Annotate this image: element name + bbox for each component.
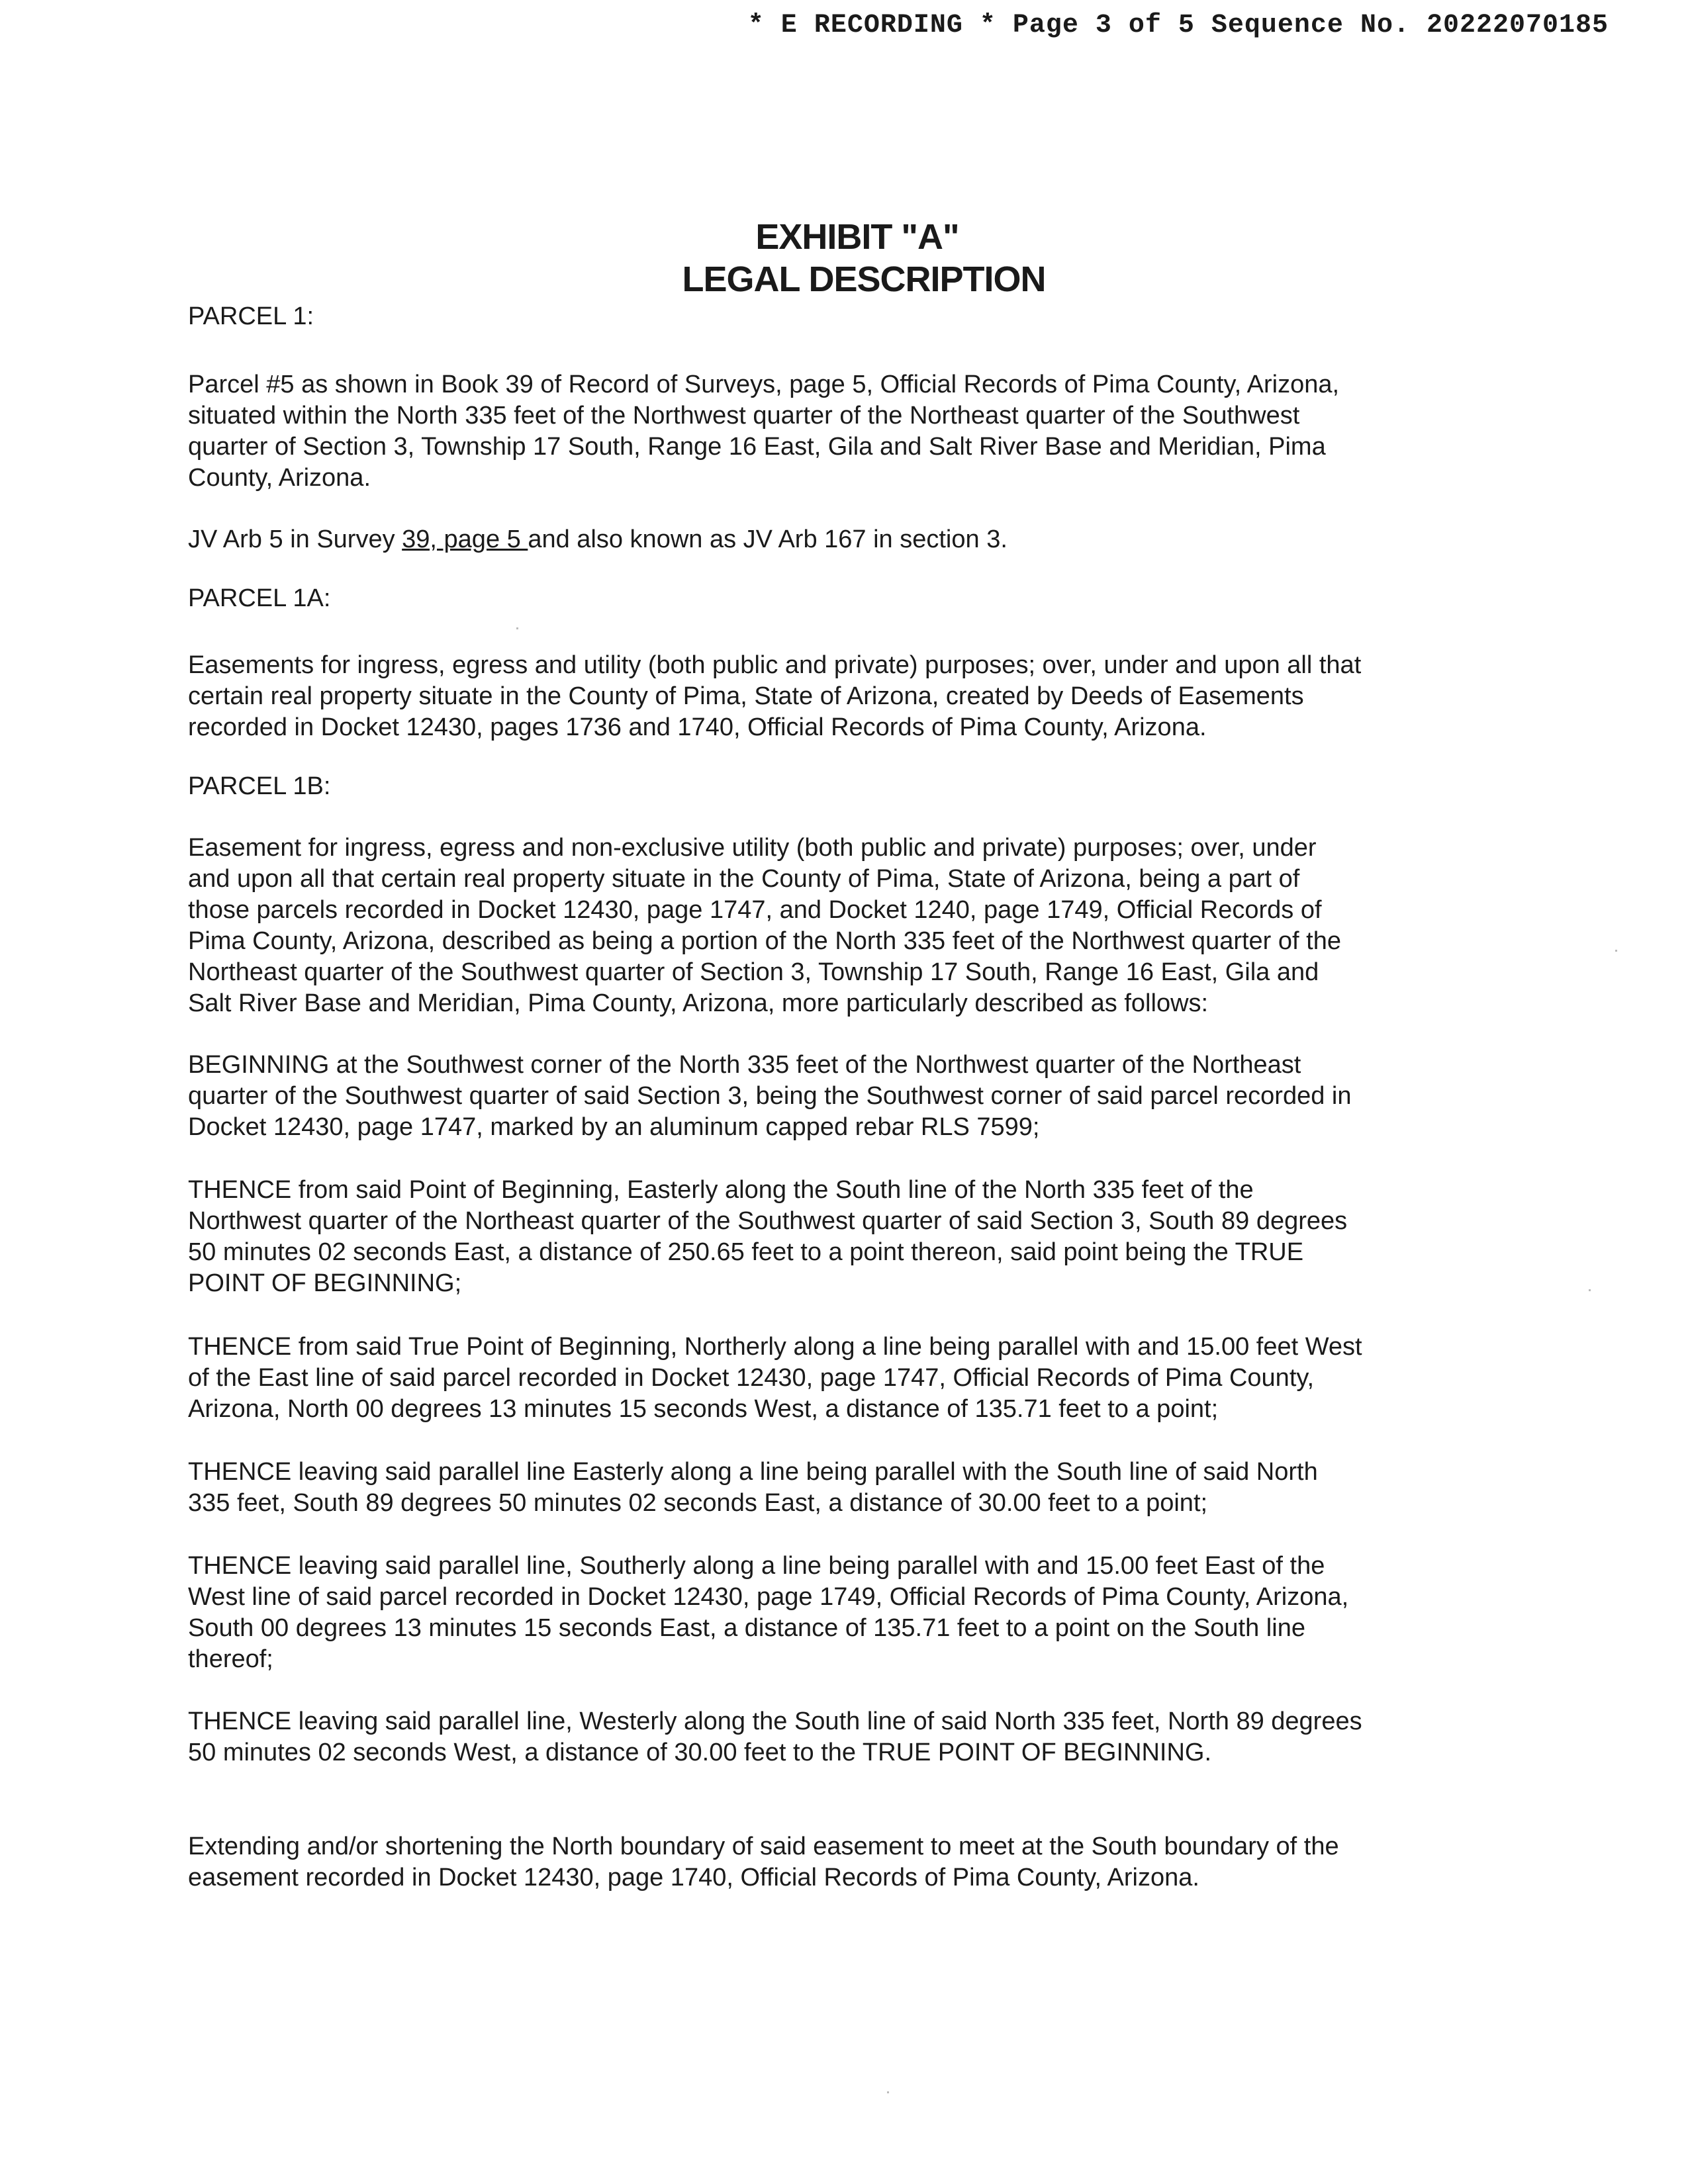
text-line: Northwest quarter of the Northeast quarter of the Southwest quarter of said Section 3, South 89 degrees xyxy=(188,1207,1348,1235)
text-line: 335 feet, South 89 degrees 50 minutes 02 seconds East, a distance of 30.00 feet to a point; xyxy=(188,1489,1208,1517)
text-line: thereof; xyxy=(188,1645,273,1673)
text-line: recorded in Docket 12430, pages 1736 and 1740, Official Records of Pima County, Arizona. xyxy=(188,713,1207,741)
text-line: Arizona, North 00 degrees 13 minutes 15 seconds West, a distance of 135.71 feet to a point; xyxy=(188,1395,1219,1423)
text-line: BEGINNING at the Southwest corner of the North 335 feet of the Northwest quarter of the Northeast xyxy=(188,1051,1301,1079)
thence-paragraph-1 xyxy=(188,1175,1512,1299)
thence-paragraph-3 xyxy=(188,1457,1512,1519)
survey-page-reference: 39, page 5 xyxy=(402,525,528,553)
text-line: THENCE leaving said parallel line, Southerly along a line being parallel with and 15.00 feet East of the xyxy=(188,1552,1325,1580)
text-line: THENCE leaving said parallel line Easterly along a line being parallel with the South line of said North xyxy=(188,1458,1318,1486)
text-line: THENCE from said True Point of Beginning, Northerly along a line being parallel with and 15.00 feet West xyxy=(188,1333,1362,1361)
text-line: certain real property situate in the County of Pima, State of Arizona, created by Deeds of Easements xyxy=(188,682,1304,710)
thence-paragraph-5 xyxy=(188,1706,1512,1768)
parcel-1a-heading: PARCEL 1A: xyxy=(188,584,331,612)
text-line: Pima County, Arizona, described as being a portion of the North 335 feet of the Northwest quarter of the xyxy=(188,927,1341,955)
text-line: situated within the North 335 feet of the Northwest quarter of the Northeast quarter of the Southwest xyxy=(188,402,1300,430)
parcel-1b-heading: PARCEL 1B: xyxy=(188,772,331,800)
text-line: THENCE from said Point of Beginning, Easterly along the South line of the North 335 feet of the xyxy=(188,1176,1254,1204)
scan-speck xyxy=(1589,1289,1591,1291)
text-line: and upon all that certain real property situate in the County of Pima, State of Arizona, being a part of xyxy=(188,865,1300,893)
scan-speck xyxy=(887,2091,889,2093)
thence-paragraph-2 xyxy=(188,1332,1512,1425)
text-line: easement recorded in Docket 12430, page 1740, Official Records of Pima County, Arizona. xyxy=(188,1864,1199,1891)
text-line: Parcel #5 as shown in Book 39 of Record of Surveys, page 5, Official Records of Pima County, Arizona, xyxy=(188,371,1340,398)
scan-speck xyxy=(1615,950,1617,952)
exhibit-title: EXHIBIT "A" xyxy=(755,217,959,257)
parcel-1-description xyxy=(188,369,1512,494)
text-line: County, Arizona. xyxy=(188,464,371,492)
text-line: 50 minutes 02 seconds East, a distance of 250.65 feet to a point thereon, said point being the TRUE xyxy=(188,1238,1304,1266)
text-line: Docket 12430, page 1747, marked by an aluminum capped rebar RLS 7599; xyxy=(188,1113,1040,1141)
text-line: Northeast quarter of the Southwest quarter of Section 3, Township 17 South, Range 16 East, Gila and xyxy=(188,958,1319,986)
text-line: THENCE leaving said parallel line, Westerly along the South line of said North 335 feet, North 89 degrees xyxy=(188,1707,1362,1735)
text-line: of the East line of said parcel recorded in Docket 12430, page 1747, Official Records of Pima County, xyxy=(188,1364,1315,1392)
thence-paragraph-4 xyxy=(188,1551,1512,1675)
legal-description-title: LEGAL DESCRIPTION xyxy=(682,259,1046,299)
text-line: Extending and/or shortening the North boundary of said easement to meet at the South boundary of the xyxy=(188,1833,1339,1860)
text-line: Easements for ingress, egress and utility (both public and private) purposes; over, under and upon all that xyxy=(188,651,1362,679)
text-line: POINT OF BEGINNING; xyxy=(188,1269,462,1297)
jv-arb-line xyxy=(188,524,1512,555)
text-line: quarter of the Southwest quarter of said Section 3, being the Southwest corner of said parcel recorded in xyxy=(188,1082,1352,1110)
text-line: South 00 degrees 13 minutes 15 seconds East, a distance of 135.71 feet to a point on the South line xyxy=(188,1614,1305,1642)
jv-arb-suffix: and also known as JV Arb 167 in section 3. xyxy=(528,525,1008,553)
recording-header: * E RECORDING * Page 3 of 5 Sequence No. 20222070185 xyxy=(747,11,1609,40)
parcel-1a-description xyxy=(188,650,1512,743)
parcel-1-heading: PARCEL 1: xyxy=(188,302,314,330)
jv-arb-prefix: JV Arb 5 in Survey xyxy=(188,525,402,553)
text-line: 50 minutes 02 seconds West, a distance of 30.00 feet to the TRUE POINT OF BEGINNING. xyxy=(188,1739,1212,1766)
beginning-paragraph xyxy=(188,1050,1512,1143)
text-line: Easement for ingress, egress and non-exclusive utility (both public and private) purposes; over, under xyxy=(188,834,1317,862)
text-line: those parcels recorded in Docket 12430, page 1747, and Docket 1240, page 1749, Official Records of xyxy=(188,896,1322,924)
text-line: quarter of Section 3, Township 17 South, Range 16 East, Gila and Salt River Base and Meridian, Pima xyxy=(188,433,1326,461)
extending-paragraph xyxy=(188,1831,1512,1893)
parcel-1b-intro xyxy=(188,833,1512,1019)
text-line: West line of said parcel recorded in Docket 12430, page 1749, Official Records of Pima County, Arizona, xyxy=(188,1583,1349,1611)
scan-speck xyxy=(516,627,518,629)
text-line: Salt River Base and Meridian, Pima County, Arizona, more particularly described as follows: xyxy=(188,989,1209,1017)
